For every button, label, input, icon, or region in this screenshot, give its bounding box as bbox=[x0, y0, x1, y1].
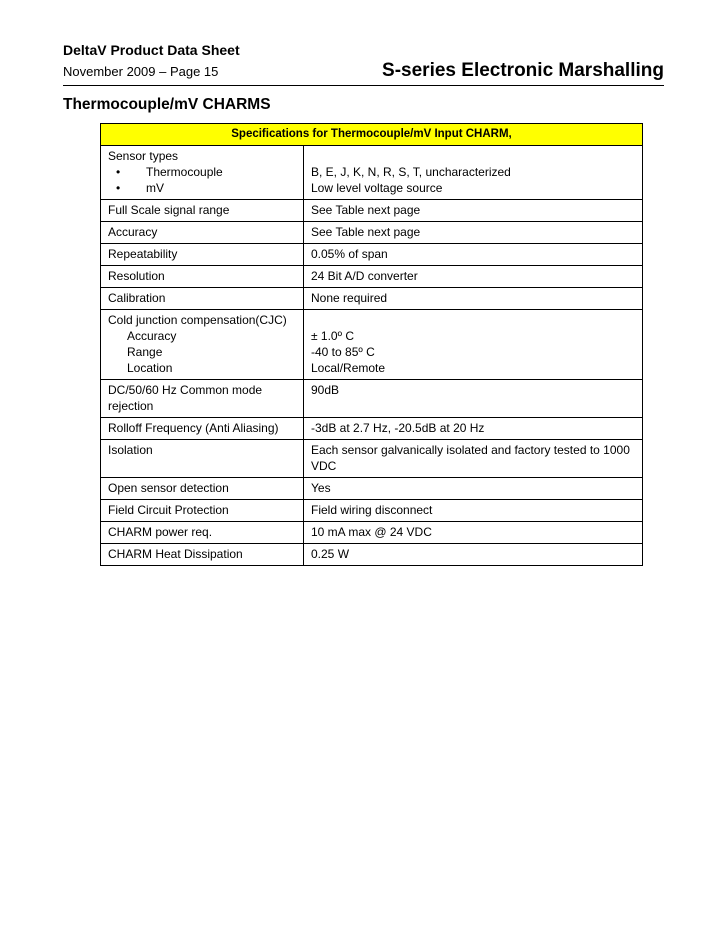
spec-label bbox=[101, 310, 304, 380]
cjc-label: Cold junction compensation(CJC) bbox=[108, 313, 287, 327]
table-row bbox=[101, 380, 643, 418]
table-row bbox=[101, 288, 643, 310]
sensor-type-name: mV bbox=[146, 181, 164, 195]
table-row bbox=[101, 146, 643, 200]
date-page: November 2009 – Page 15 bbox=[63, 64, 219, 79]
table-row bbox=[101, 544, 643, 566]
sensor-type-name: Thermocouple bbox=[146, 165, 223, 179]
cjc-item-value: ± 1.0º C bbox=[311, 329, 354, 343]
spec-label: Accuracy bbox=[101, 222, 304, 244]
spec-label: Resolution bbox=[101, 266, 304, 288]
spec-label bbox=[101, 146, 304, 200]
spec-value: 0.05% of span bbox=[304, 244, 643, 266]
spec-label: Rolloff Frequency (Anti Aliasing) bbox=[101, 418, 304, 440]
spec-value: 90dB bbox=[304, 380, 643, 418]
table-row bbox=[101, 310, 643, 380]
bullet-icon: • bbox=[116, 165, 121, 179]
spec-value: Yes bbox=[304, 478, 643, 500]
table-row bbox=[101, 478, 643, 500]
spec-label: Full Scale signal range bbox=[101, 200, 304, 222]
cjc-item-value: -40 to 85º C bbox=[311, 345, 375, 359]
document-title: DeltaV Product Data Sheet bbox=[63, 42, 240, 58]
table-row bbox=[101, 500, 643, 522]
list-item bbox=[108, 180, 296, 196]
spec-value: 10 mA max @ 24 VDC bbox=[304, 522, 643, 544]
spec-label: CHARM power req. bbox=[101, 522, 304, 544]
table-row bbox=[101, 440, 643, 478]
sensor-type-value: Low level voltage source bbox=[311, 181, 443, 195]
spec-label: Field Circuit Protection bbox=[101, 500, 304, 522]
spec-label: CHARM Heat Dissipation bbox=[101, 544, 304, 566]
list-item bbox=[108, 164, 296, 180]
table-row bbox=[101, 418, 643, 440]
table-row bbox=[101, 522, 643, 544]
header-rule bbox=[63, 85, 664, 86]
spec-label: Isolation bbox=[101, 440, 304, 478]
spec-table bbox=[100, 123, 643, 566]
spec-value: Each sensor galvanically isolated and factory tested to 1000 VDC bbox=[304, 440, 643, 478]
cjc-item-name: Accuracy bbox=[127, 329, 177, 343]
spec-value: None required bbox=[304, 288, 643, 310]
section-title: Thermocouple/mV CHARMS bbox=[63, 96, 271, 113]
cjc-item-name: Location bbox=[127, 361, 173, 375]
spec-value: Field wiring disconnect bbox=[304, 500, 643, 522]
spec-label: Open sensor detection bbox=[101, 478, 304, 500]
spec-label: Repeatability bbox=[101, 244, 304, 266]
table-caption-row bbox=[101, 124, 643, 146]
sensor-type-value: B, E, J, K, N, R, S, T, uncharacterized bbox=[311, 165, 511, 179]
spec-label: Calibration bbox=[101, 288, 304, 310]
sensor-types-label: Sensor types bbox=[108, 149, 179, 163]
spec-value bbox=[304, 146, 643, 200]
spec-value: See Table next page bbox=[304, 222, 643, 244]
table-caption: Specifications for Thermocouple/mV Input CHARM, bbox=[101, 124, 643, 146]
table-row bbox=[101, 244, 643, 266]
spec-value: -3dB at 2.7 Hz, -20.5dB at 20 Hz bbox=[304, 418, 643, 440]
bullet-icon: • bbox=[116, 181, 121, 195]
table-row bbox=[101, 200, 643, 222]
spec-label: DC/50/60 Hz Common mode rejection bbox=[101, 380, 304, 418]
spec-value: See Table next page bbox=[304, 200, 643, 222]
spec-value: 0.25 W bbox=[304, 544, 643, 566]
spec-value bbox=[304, 310, 643, 380]
cjc-item-name: Range bbox=[127, 345, 163, 359]
table-row bbox=[101, 266, 643, 288]
spec-value: 24 Bit A/D converter bbox=[304, 266, 643, 288]
product-name: S-series Electronic Marshalling bbox=[382, 60, 664, 81]
cjc-item-value: Local/Remote bbox=[311, 361, 386, 375]
table-row bbox=[101, 222, 643, 244]
